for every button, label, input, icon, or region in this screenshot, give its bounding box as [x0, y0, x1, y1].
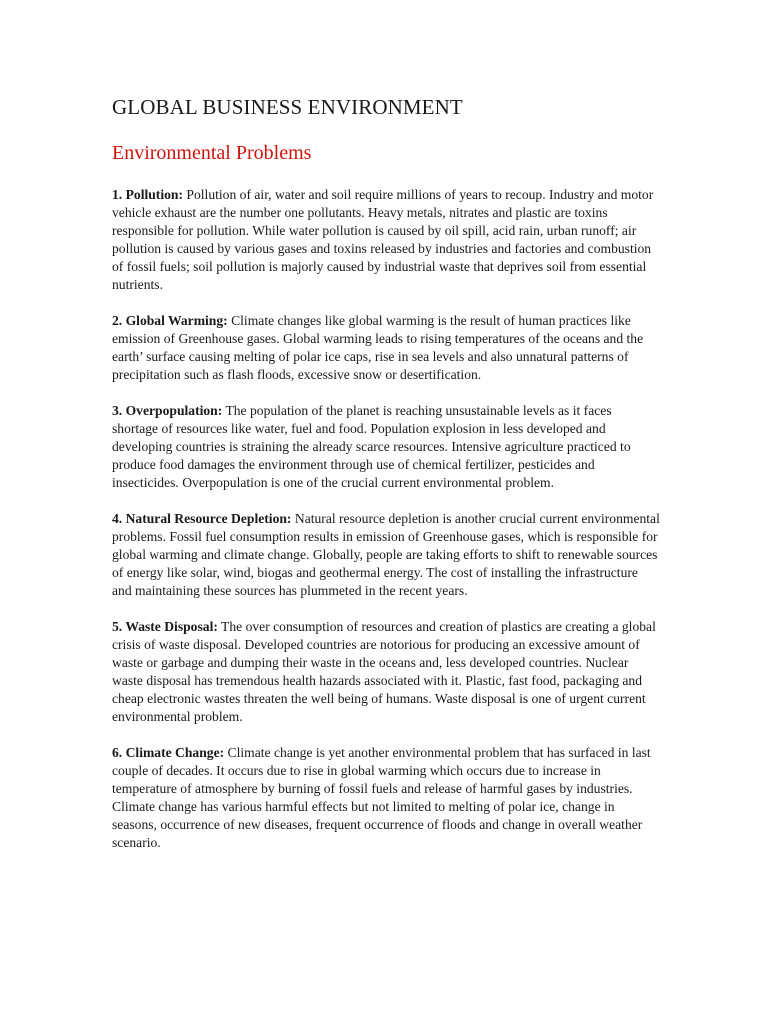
item-text: Climate changes like global warming is the result of human practices like emission of Greenhouse gases. Global warming leads to rising temperatures of the oceans and the earth’ surface causing melting of polar ice caps, rise in sea levels and also unnatural patterns of precipitation such as flash floods, excessive snow or desertification.: [112, 313, 644, 382]
item-label: 1. Pollution:: [112, 187, 183, 202]
item-label: 2. Global Warming:: [112, 313, 228, 328]
problem-item-waste-disposal: [112, 618, 660, 726]
problem-item-resource-depletion: [112, 510, 660, 600]
document-title: GLOBAL BUSINESS ENVIRONMENT: [112, 95, 463, 119]
item-label: 6. Climate Change:: [112, 745, 225, 760]
item-text: The population of the planet is reaching unsustainable levels as it faces shortage of resources like water, fuel and food. Population explosion in less developed and developing countries is straining the already scarce resources. Intensive agriculture practiced to produce food damages the environment through use of chemical fertilizer, pesticides and insecticides. Overpopulation is one of the crucial current environmental problem.: [112, 403, 631, 490]
item-text: Pollution of air, water and soil require millions of years to recoup. Industry and motor vehicle exhaust are the number one pollutants. Heavy metals, nitrates and plastic are toxins responsible for pollution. While water pollution is caused by oil spill, acid rain, urban runoff; air pollution is caused by various gases and toxins released by industries and factories and combustion of fossil fuels; soil pollution is majorly caused by industrial waste that deprives soil from essential nutrients.: [112, 187, 654, 292]
item-text: Natural resource depletion is another crucial current environmental problems. Fossil fuel consumption results in emission of Greenhouse gases, which is responsible for global warming and climate change. Globally, people are taking efforts to shift to renewable sources of energy like solar, wind, biogas and geothermal energy. The cost of installing the infrastructure and maintaining these sources has plummeted in the recent years.: [112, 511, 660, 598]
item-label: 3. Overpopulation:: [112, 403, 223, 418]
item-text: Climate change is yet another environmental problem that has surfaced in last couple of decades. It occurs due to rise in global warming which occurs due to increase in temperature of atmosphere by burning of fossil fuels and release of harmful gases by industries. Climate change has various harmful effects but not limited to melting of polar ice, change in seasons, occurrence of new diseases, frequent occurrence of floods and change in overall weather scenario.: [112, 745, 651, 850]
item-text: The over consumption of resources and creation of plastics are creating a global crisis of waste disposal. Developed countries are notorious for producing an excessive amount of waste or garbage and dumping their waste in the oceans and, less developed countries. Nuclear waste disposal has tremendous health hazards associated with it. Plastic, fast food, packaging and cheap electronic wastes threaten the well being of humans. Waste disposal is one of urgent current environmental problem.: [112, 619, 656, 724]
item-label: 4. Natural Resource Depletion:: [112, 511, 292, 526]
item-label: 5. Waste Disposal:: [112, 619, 218, 634]
problem-item-global-warming: [112, 312, 660, 384]
problem-item-pollution: [112, 186, 660, 294]
section-heading: Environmental Problems: [112, 142, 312, 164]
problem-item-climate-change: [112, 744, 660, 852]
problem-item-overpopulation: [112, 402, 660, 492]
document-page: [112, 92, 660, 870]
